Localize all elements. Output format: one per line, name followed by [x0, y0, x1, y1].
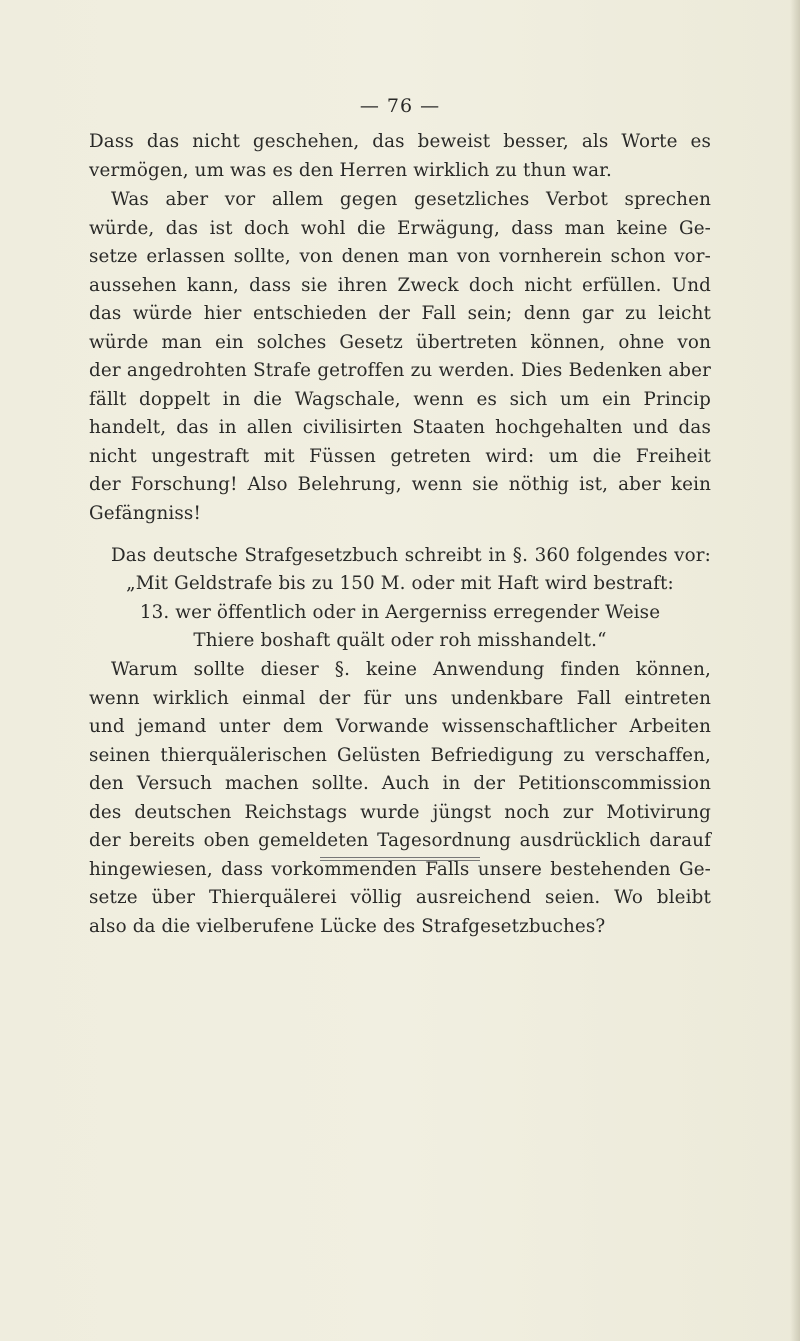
- paragraph-1: [89, 128, 711, 185]
- text-line: den Versuch machen sollte. Auch in der Petitionscommission: [89, 773, 711, 794]
- paragraph-3: [89, 542, 711, 571]
- text-line: Gefängniss!: [89, 502, 201, 524]
- paragraph-4: [89, 656, 711, 941]
- paragraph-2: [89, 186, 711, 528]
- text-line: setze erlassen sollte, von denen man von vornherein schon vor-: [89, 246, 711, 267]
- text-line: fällt doppelt in die Wagschale, wenn es sich um ein Princip: [89, 388, 711, 410]
- text-line: handelt, das in allen civilisirten Staaten hochgehalten und das: [89, 417, 711, 438]
- text-line: würde man ein solches Gesetz übertreten können, ohne von: [89, 331, 711, 353]
- text-line: wenn wirklich einmal der für uns undenkbare Fall eintreten: [89, 687, 711, 709]
- text-line: Was aber vor allem gegen gesetzliches Verbot sprechen: [111, 189, 711, 210]
- text-line: Das deutsche Strafgesetzbuch schreibt in §. 360 folgendes vor:: [111, 545, 711, 566]
- page-edge-shadow: [790, 0, 800, 1341]
- text-line: nicht ungestraft mit Füssen getreten wird: um die Freiheit: [89, 445, 711, 467]
- text-line: der Forschung! Also Belehrung, wenn sie nöthig ist, aber kein: [89, 474, 711, 495]
- section-rule: [320, 857, 480, 858]
- text-line: der angedrohten Strafe getroffen zu werden. Dies Bedenken aber: [89, 360, 711, 381]
- text-line: vermögen, um was es den Herren wirklich zu thun war.: [89, 159, 612, 181]
- section-rule: [320, 860, 480, 861]
- quote-line: Thiere boshaft quält oder roh misshandelt.“: [193, 630, 607, 651]
- quote-line: 13. wer öffentlich oder in Aergerniss erregender Weise: [139, 601, 661, 623]
- text-line: hingewiesen, dass vorkommenden Falls unsere bestehenden Ge-: [89, 858, 711, 880]
- text-line: der bereits oben gemeldeten Tagesordnung ausdrücklich darauf: [89, 830, 711, 851]
- text-line: seinen thierquälerischen Gelüsten Befriedigung zu verschaffen,: [89, 744, 711, 766]
- text-line: des deutschen Reichstags wurde jüngst noch zur Motivirung: [89, 801, 711, 823]
- text-line: würde, das ist doch wohl die Erwägung, dass man keine Ge-: [89, 217, 711, 239]
- text-line: Warum sollte dieser §. keine Anwendung finden können,: [111, 659, 711, 680]
- law-quote: [89, 570, 711, 656]
- text-line: und jemand unter dem Vorwande wissenschaftlicher Arbeiten: [89, 716, 711, 737]
- quote-line: „Mit Geldstrafe bis zu 150 M. oder mit Haft wird bestraft:: [126, 573, 674, 594]
- text-line: Dass das nicht geschehen, das beweist besser, als Worte es: [89, 131, 711, 152]
- text-line: das würde hier entschieden der Fall sein; denn gar zu leicht: [89, 303, 711, 324]
- page-number: — 76 —: [359, 95, 441, 117]
- text-line: setze über Thierquälerei völlig ausreichend seien. Wo bleibt: [89, 887, 711, 908]
- text-line: aussehen kann, dass sie ihren Zweck doch nicht erfüllen. Und: [89, 274, 711, 296]
- text-line: also da die vielberufene Lücke des Strafgesetzbuches?: [89, 915, 606, 937]
